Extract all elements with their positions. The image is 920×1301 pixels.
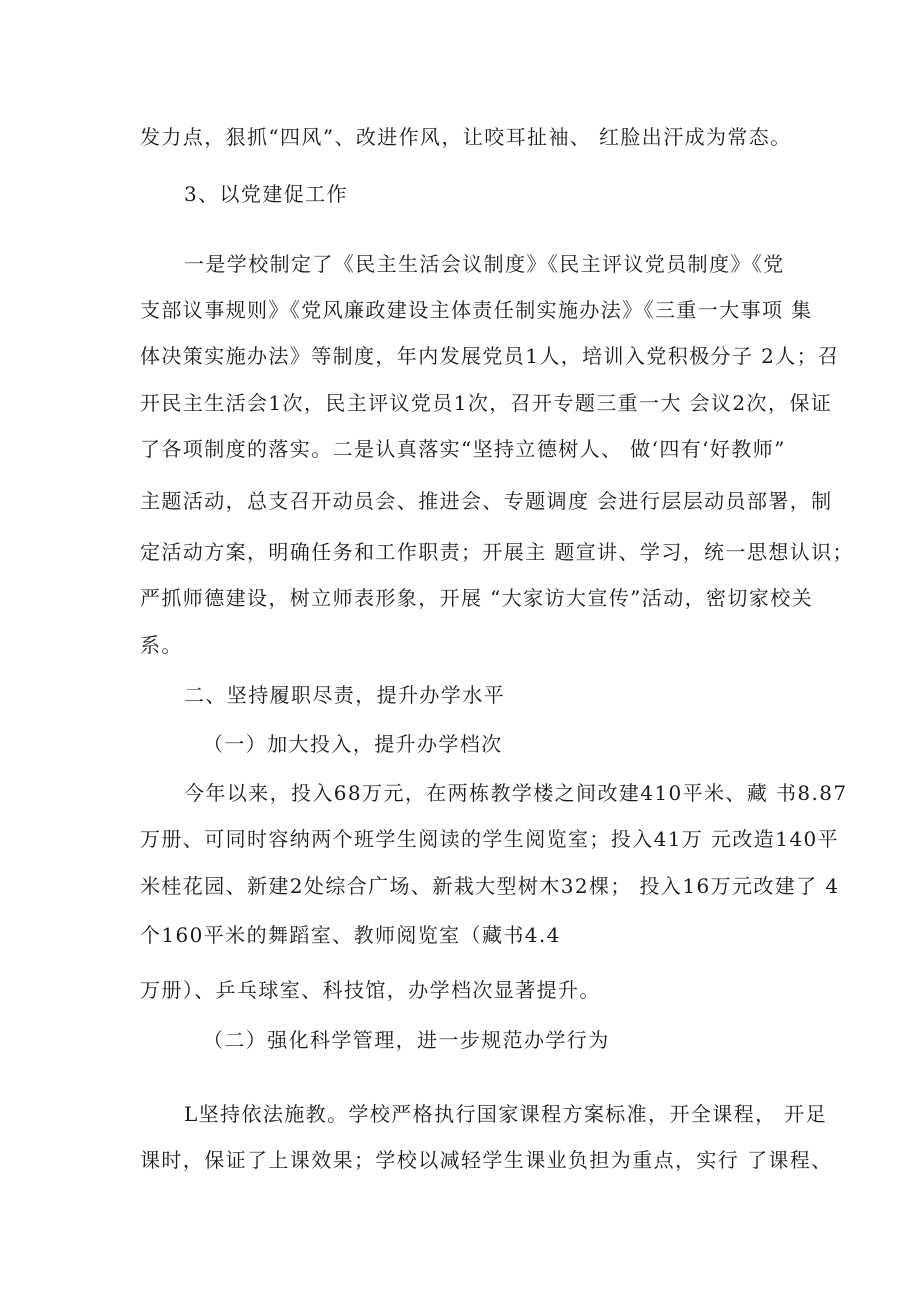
text-line: 个160平米的舞蹈室、教师阅览室（藏书4.4: [140, 923, 561, 947]
text-line: 主题活动，总支召开动员会、推进会、专题调度 会进行层层动员部署，制: [140, 489, 833, 513]
section-heading: 二、坚持履职尽责，提升办学水平: [184, 683, 505, 707]
subsection-heading: （一）加大投入，提升办学档次: [203, 732, 503, 756]
text-line: 今年以来，投入68万元，在两栋教学楼之间改建410平米、藏 书8.87: [184, 781, 848, 805]
subsection-heading: （二）强化科学管理，进一步规范办学行为: [203, 1028, 610, 1052]
text-line: 严抓师德建设，树立师表形象，开展 “大家访大宣传”活动，密切家校关: [140, 586, 814, 610]
text-line: 万册）、乒乓球室、科技馆，办学档次显著提升。: [140, 978, 601, 1002]
text-line: 系。: [140, 633, 183, 657]
text-line: 开民主生活会1次，民主评议党员1次，召开专题三重一大 会议2次，保证: [140, 391, 833, 415]
text-line: 发力点，狠抓“四风”、改进作风，让咬耳扯袖、 红脸出汗成为常态。: [140, 125, 792, 149]
text-line: 定活动方案，明确任务和工作职责；开展主 题宣讲、学习，统一思想认识；: [140, 540, 854, 564]
text-line: 体决策实施办法》等制度，年内发展党员1人，培训入党积极分子 2人；召: [140, 344, 840, 368]
section-heading: 3、以党建促工作: [184, 182, 348, 206]
text-line: L坚持依法施教。学校严格执行国家课程方案标准，开全课程， 开足: [184, 1102, 828, 1126]
text-line: 万册、可同时容纳两个班学生阅读的学生阅览室；投入41万 元改造140平: [140, 827, 839, 851]
text-line: 了各项制度的落实。二是认真落实“坚持立德树人、 做‘四有‘好教师”: [140, 437, 786, 461]
text-line: 课时，保证了上课效果；学校以减轻学生课业负担为重点，实行 了课程、: [140, 1148, 833, 1172]
text-line: 支部议事规则》《党风廉政建设主体责任制实施办法》《三重一大事项 集: [140, 298, 813, 322]
text-line: 一是学校制定了《民主生活会议制度》《民主评议党员制度》《党: [184, 252, 785, 276]
text-line: 米桂花园、新建2处综合广场、新栽大型树木32棵； 投入16万元改建了 4: [140, 874, 840, 898]
